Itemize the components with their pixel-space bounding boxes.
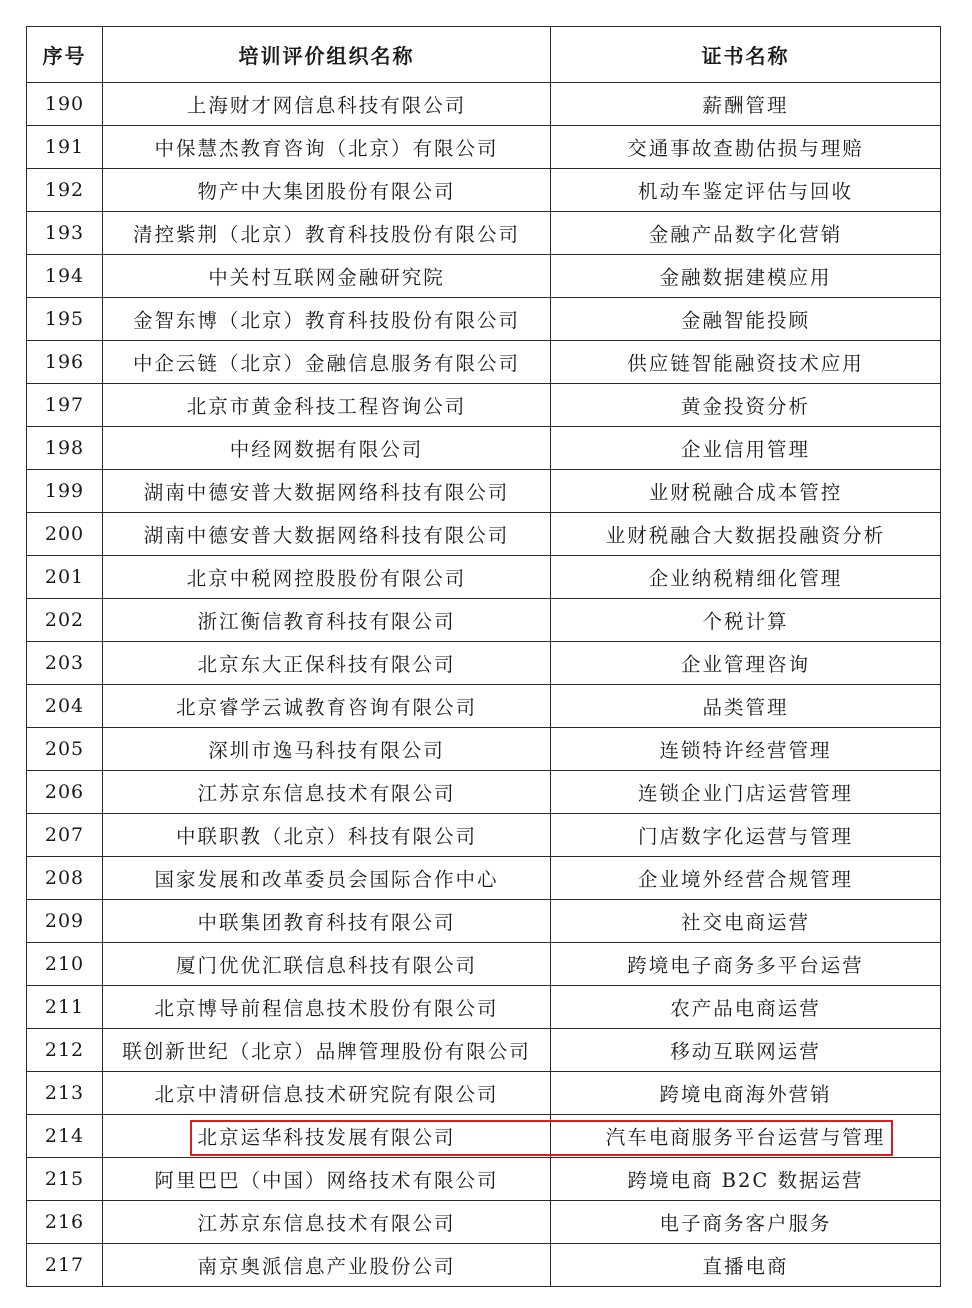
cell-certificate-name: 企业纳税精细化管理 xyxy=(551,556,941,599)
cell-serial-number: 197 xyxy=(27,384,103,427)
table-row xyxy=(27,341,941,384)
cell-certificate-name: 交通事故查勘估损与理赔 xyxy=(551,126,941,169)
cell-serial-number: 198 xyxy=(27,427,103,470)
header-serial-number: 序号 xyxy=(27,27,103,83)
cell-serial-number: 213 xyxy=(27,1072,103,1115)
table-row xyxy=(27,943,941,986)
cell-serial-number: 202 xyxy=(27,599,103,642)
cell-serial-number: 212 xyxy=(27,1029,103,1072)
table-row xyxy=(27,857,941,900)
table-row xyxy=(27,986,941,1029)
table-row xyxy=(27,728,941,771)
cell-certificate-name: 连锁企业门店运营管理 xyxy=(551,771,941,814)
cell-serial-number: 201 xyxy=(27,556,103,599)
cell-organization-name: 金智东博（北京）教育科技股份有限公司 xyxy=(103,298,551,341)
cell-serial-number: 192 xyxy=(27,169,103,212)
cell-organization-name: 清控紫荆（北京）教育科技股份有限公司 xyxy=(103,212,551,255)
cell-certificate-name: 金融智能投顾 xyxy=(551,298,941,341)
cell-certificate-name: 农产品电商运营 xyxy=(551,986,941,1029)
cell-organization-name: 联创新世纪（北京）品牌管理股份有限公司 xyxy=(103,1029,551,1072)
cell-organization-name: 阿里巴巴（中国）网络技术有限公司 xyxy=(103,1158,551,1201)
cell-certificate-name: 企业信用管理 xyxy=(551,427,941,470)
cell-certificate-name: 跨境电子商务多平台运营 xyxy=(551,943,941,986)
table-row xyxy=(27,556,941,599)
cell-organization-name: 浙江衡信教育科技有限公司 xyxy=(103,599,551,642)
table-row xyxy=(27,814,941,857)
table-row xyxy=(27,1158,941,1201)
cell-organization-name: 北京东大正保科技有限公司 xyxy=(103,642,551,685)
cell-serial-number: 210 xyxy=(27,943,103,986)
cell-organization-name: 北京运华科技发展有限公司 xyxy=(103,1115,551,1158)
cell-organization-name: 中保慧杰教育咨询（北京）有限公司 xyxy=(103,126,551,169)
cell-organization-name: 湖南中德安普大数据网络科技有限公司 xyxy=(103,513,551,556)
cell-certificate-name: 企业管理咨询 xyxy=(551,642,941,685)
cell-organization-name: 江苏京东信息技术有限公司 xyxy=(103,771,551,814)
table-row xyxy=(27,169,941,212)
cell-organization-name: 中经网数据有限公司 xyxy=(103,427,551,470)
table-row xyxy=(27,1244,941,1287)
cell-serial-number: 194 xyxy=(27,255,103,298)
cell-certificate-name: 社交电商运营 xyxy=(551,900,941,943)
table-row xyxy=(27,427,941,470)
cell-serial-number: 214 xyxy=(27,1115,103,1158)
table-row xyxy=(27,771,941,814)
cell-serial-number: 190 xyxy=(27,83,103,126)
cell-organization-name: 中联职教（北京）科技有限公司 xyxy=(103,814,551,857)
cell-certificate-name: 移动互联网运营 xyxy=(551,1029,941,1072)
cell-serial-number: 206 xyxy=(27,771,103,814)
certificate-table xyxy=(26,26,941,1287)
cell-certificate-name: 业财税融合成本管控 xyxy=(551,470,941,513)
cell-certificate-name: 直播电商 xyxy=(551,1244,941,1287)
table-header-row xyxy=(27,27,941,83)
table-row xyxy=(27,298,941,341)
cell-certificate-name: 连锁特许经营管理 xyxy=(551,728,941,771)
cell-organization-name: 中关村互联网金融研究院 xyxy=(103,255,551,298)
table-row xyxy=(27,1115,941,1158)
cell-organization-name: 上海财才网信息科技有限公司 xyxy=(103,83,551,126)
cell-organization-name: 北京市黄金科技工程咨询公司 xyxy=(103,384,551,427)
cell-organization-name: 中企云链（北京）金融信息服务有限公司 xyxy=(103,341,551,384)
header-organization-name: 培训评价组织名称 xyxy=(103,27,551,83)
cell-certificate-name: 黄金投资分析 xyxy=(551,384,941,427)
cell-organization-name: 厦门优优汇联信息科技有限公司 xyxy=(103,943,551,986)
cell-organization-name: 南京奥派信息产业股份公司 xyxy=(103,1244,551,1287)
cell-organization-name: 物产中大集团股份有限公司 xyxy=(103,169,551,212)
table-row xyxy=(27,1029,941,1072)
cell-serial-number: 208 xyxy=(27,857,103,900)
cell-certificate-name: 业财税融合大数据投融资分析 xyxy=(551,513,941,556)
cell-serial-number: 195 xyxy=(27,298,103,341)
cell-organization-name: 国家发展和改革委员会国际合作中心 xyxy=(103,857,551,900)
cell-organization-name: 中联集团教育科技有限公司 xyxy=(103,900,551,943)
cell-certificate-name: 机动车鉴定评估与回收 xyxy=(551,169,941,212)
cell-organization-name: 北京睿学云诚教育咨询有限公司 xyxy=(103,685,551,728)
cell-certificate-name: 薪酬管理 xyxy=(551,83,941,126)
table-row xyxy=(27,599,941,642)
cell-certificate-name: 个税计算 xyxy=(551,599,941,642)
cell-certificate-name: 品类管理 xyxy=(551,685,941,728)
table-row xyxy=(27,83,941,126)
cell-certificate-name: 跨境电商 B2C 数据运营 xyxy=(551,1158,941,1201)
cell-serial-number: 193 xyxy=(27,212,103,255)
cell-organization-name: 深圳市逸马科技有限公司 xyxy=(103,728,551,771)
cell-certificate-name: 门店数字化运营与管理 xyxy=(551,814,941,857)
cell-serial-number: 196 xyxy=(27,341,103,384)
cell-serial-number: 209 xyxy=(27,900,103,943)
cell-organization-name: 北京博导前程信息技术股份有限公司 xyxy=(103,986,551,1029)
cell-certificate-name: 跨境电商海外营销 xyxy=(551,1072,941,1115)
cell-organization-name: 湖南中德安普大数据网络科技有限公司 xyxy=(103,470,551,513)
cell-serial-number: 204 xyxy=(27,685,103,728)
cell-serial-number: 217 xyxy=(27,1244,103,1287)
table-row xyxy=(27,900,941,943)
table-row xyxy=(27,1201,941,1244)
cell-serial-number: 199 xyxy=(27,470,103,513)
cell-certificate-name: 金融产品数字化营销 xyxy=(551,212,941,255)
table-row xyxy=(27,513,941,556)
cell-organization-name: 北京中清研信息技术研究院有限公司 xyxy=(103,1072,551,1115)
cell-certificate-name: 供应链智能融资技术应用 xyxy=(551,341,941,384)
cell-certificate-name: 企业境外经营合规管理 xyxy=(551,857,941,900)
cell-certificate-name: 汽车电商服务平台运营与管理 xyxy=(551,1115,941,1158)
table-row xyxy=(27,1072,941,1115)
table-row xyxy=(27,470,941,513)
table-row xyxy=(27,642,941,685)
cell-certificate-name: 金融数据建模应用 xyxy=(551,255,941,298)
cell-serial-number: 203 xyxy=(27,642,103,685)
table-row xyxy=(27,685,941,728)
cell-serial-number: 200 xyxy=(27,513,103,556)
cell-serial-number: 191 xyxy=(27,126,103,169)
header-certificate-name: 证书名称 xyxy=(551,27,941,83)
table-row xyxy=(27,384,941,427)
cell-certificate-name: 电子商务客户服务 xyxy=(551,1201,941,1244)
cell-organization-name: 江苏京东信息技术有限公司 xyxy=(103,1201,551,1244)
table-row xyxy=(27,255,941,298)
cell-serial-number: 207 xyxy=(27,814,103,857)
table-row xyxy=(27,212,941,255)
cell-organization-name: 北京中税网控股股份有限公司 xyxy=(103,556,551,599)
cell-serial-number: 216 xyxy=(27,1201,103,1244)
table-row xyxy=(27,126,941,169)
cell-serial-number: 205 xyxy=(27,728,103,771)
cell-serial-number: 215 xyxy=(27,1158,103,1201)
cell-serial-number: 211 xyxy=(27,986,103,1029)
